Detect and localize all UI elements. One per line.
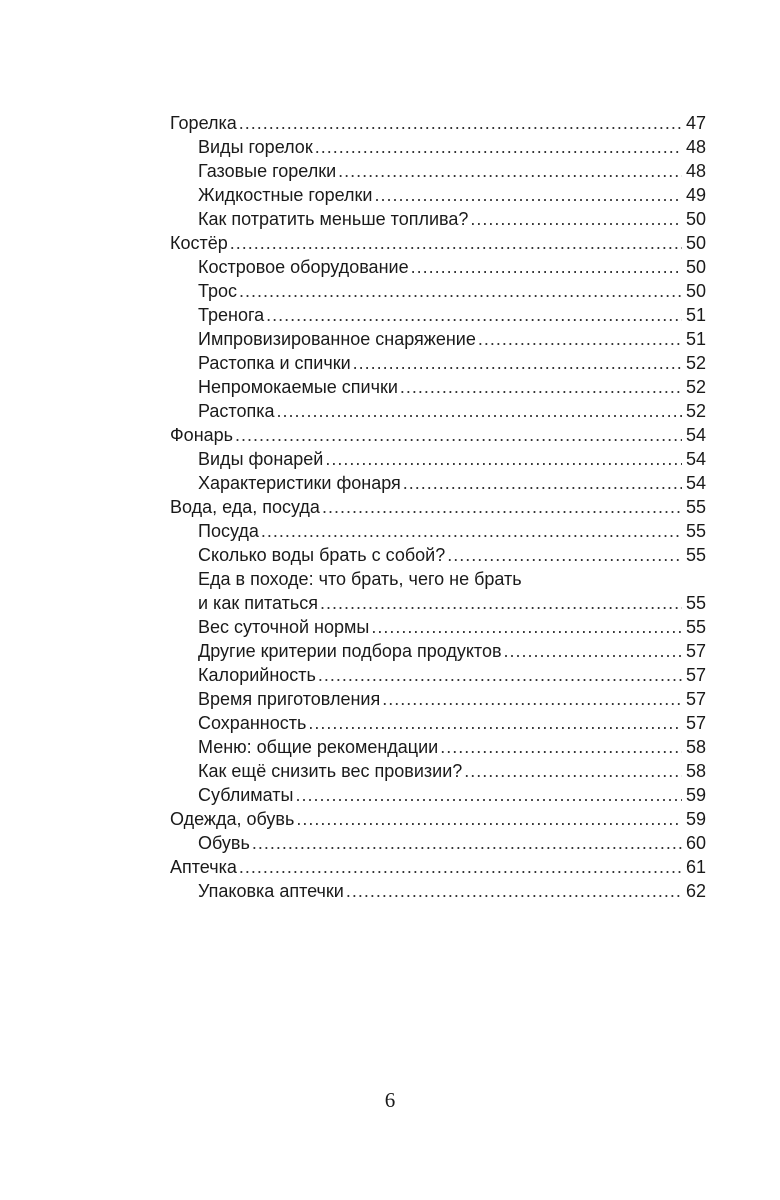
dot-leader [371, 615, 682, 639]
toc-entry-title: Сублиматы [198, 785, 294, 805]
dot-leader [239, 111, 682, 135]
toc-section [170, 807, 706, 831]
dot-leader [239, 855, 682, 879]
dot-leader [338, 159, 682, 183]
toc-section [170, 855, 706, 879]
toc-entry-continuation [170, 591, 706, 615]
toc-entry-title: Непромокаемые спички [198, 377, 398, 397]
table-of-contents [170, 111, 706, 903]
dot-leader [374, 183, 682, 207]
toc-entry-title: Другие критерии подбора продуктов [198, 641, 502, 661]
dot-leader [230, 231, 682, 255]
toc-entry-page: 51 [685, 329, 706, 349]
toc-subentry [170, 687, 706, 711]
toc-entry-title: Виды горелок [198, 137, 313, 157]
toc-subentry [170, 303, 706, 327]
toc-entry-page: 54 [685, 449, 706, 469]
toc-subentry [170, 375, 706, 399]
dot-leader [325, 447, 682, 471]
toc-entry-page: 54 [685, 473, 706, 493]
toc-entry-page: 55 [685, 617, 706, 637]
toc-subentry [170, 711, 706, 735]
dot-leader [478, 327, 682, 351]
toc-entry-page: 58 [685, 761, 706, 781]
toc-entry-title: Сохранность [198, 713, 307, 733]
toc-entry-title: Меню: общие рекомендации [198, 737, 439, 757]
dot-leader [440, 735, 682, 759]
toc-entry-page: 54 [685, 425, 706, 445]
toc-entry-title: Аптечка [170, 857, 237, 877]
dot-leader [470, 207, 682, 231]
toc-entry [170, 567, 706, 591]
toc-entry-page: 50 [685, 233, 706, 253]
toc-entry-title: Горелка [170, 113, 237, 133]
toc-entry-title: Сколько воды брать с собой? [198, 545, 446, 565]
toc-entry-page: 59 [685, 809, 706, 829]
toc-subentry [170, 279, 706, 303]
toc-subentry [170, 351, 706, 375]
toc-entry-page: 62 [685, 881, 706, 901]
toc-entry-page: 50 [685, 209, 706, 229]
toc-entry-title: и как питаться [198, 593, 319, 613]
toc-entry-page: 60 [685, 833, 706, 853]
toc-subentry [170, 447, 706, 471]
dot-leader [261, 519, 682, 543]
toc-entry-title: Растопка и спички [198, 353, 351, 373]
toc-subentry [170, 879, 706, 903]
toc-entry-title: Виды фонарей [198, 449, 324, 469]
page-number: 6 [384, 1088, 396, 1112]
toc-subentry [170, 639, 706, 663]
toc-entry-page: 57 [685, 665, 706, 685]
toc-subentry [170, 615, 706, 639]
toc-subentry [170, 183, 706, 207]
toc-entry-title: Тренога [198, 305, 265, 325]
toc-entry-page: 59 [685, 785, 706, 805]
toc-section [170, 231, 706, 255]
toc-entry-title: Костёр [170, 233, 228, 253]
toc-subentry [170, 663, 706, 687]
toc-entry-page: 50 [685, 281, 706, 301]
toc-subentry [170, 471, 706, 495]
toc-entry-page: 52 [685, 401, 706, 421]
toc-subentry [170, 159, 706, 183]
dot-leader [266, 303, 682, 327]
dot-leader [318, 663, 682, 687]
dot-leader [252, 831, 682, 855]
dot-leader [447, 543, 682, 567]
toc-entry-page: 57 [685, 689, 706, 709]
toc-entry-page: 52 [685, 377, 706, 397]
dot-leader [239, 279, 682, 303]
dot-leader [411, 255, 682, 279]
dot-leader [400, 375, 682, 399]
toc-entry-title: Посуда [198, 521, 259, 541]
toc-entry-title: Фонарь [170, 425, 234, 445]
dot-leader [308, 711, 682, 735]
toc-entry-page: 55 [685, 593, 706, 613]
dot-leader [353, 351, 682, 375]
dot-leader [320, 591, 682, 615]
toc-entry-page: 55 [685, 521, 706, 541]
toc-entry-page: 55 [685, 545, 706, 565]
toc-subentry [170, 519, 706, 543]
toc-entry-title: Калорийность [198, 665, 316, 685]
toc-entry-title: Газовые горелки [198, 161, 337, 181]
dot-leader [403, 471, 682, 495]
toc-entry-page: 52 [685, 353, 706, 373]
toc-entry-title: Упаковка аптечки [198, 881, 344, 901]
toc-entry-page: 48 [685, 137, 706, 157]
toc-section [170, 423, 706, 447]
toc-entry-title: Характеристики фонаря [198, 473, 401, 493]
toc-subentry [170, 327, 706, 351]
toc-entry-title: Жидкостные горелки [198, 185, 373, 205]
toc-entry-title: Костровое оборудование [198, 257, 409, 277]
dot-leader [315, 135, 682, 159]
toc-subentry [170, 255, 706, 279]
toc-entry-page: 55 [685, 497, 706, 517]
toc-subentry [170, 399, 706, 423]
dot-leader [382, 687, 682, 711]
dot-leader [277, 399, 683, 423]
toc-entry-title: Еда в походе: что брать, чего не брать [198, 569, 522, 589]
toc-entry-title: Обувь [198, 833, 250, 853]
dot-leader [295, 783, 682, 807]
dot-leader [296, 807, 682, 831]
toc-subentry [170, 543, 706, 567]
dot-leader [322, 495, 682, 519]
toc-entry-page: 57 [685, 641, 706, 661]
toc-section [170, 495, 706, 519]
toc-subentry [170, 735, 706, 759]
toc-entry-title: Трос [198, 281, 238, 301]
toc-entry-page: 58 [685, 737, 706, 757]
toc-entry-title: Растопка [198, 401, 275, 421]
toc-entry-page: 47 [685, 113, 706, 133]
toc-section [170, 111, 706, 135]
toc-subentry [170, 135, 706, 159]
toc-entry-title: Вес суточной нормы [198, 617, 370, 637]
toc-entry-title: Как ещё снизить вес провизии? [198, 761, 463, 781]
toc-entry-title: Импровизированное снаряжение [198, 329, 476, 349]
toc-entry-title: Время приготовления [198, 689, 381, 709]
toc-entry-title: Одежда, обувь [170, 809, 295, 829]
toc-entry-page: 48 [685, 161, 706, 181]
toc-entry-page: 49 [685, 185, 706, 205]
toc-subentry [170, 783, 706, 807]
toc-entry-page: 50 [685, 257, 706, 277]
toc-subentry [170, 831, 706, 855]
toc-entry-page: 51 [685, 305, 706, 325]
dot-leader [346, 879, 682, 903]
dot-leader [235, 423, 682, 447]
toc-entry-title: Вода, еда, посуда [170, 497, 320, 517]
toc-entry-title: Как потратить меньше топлива? [198, 209, 469, 229]
dot-leader [504, 639, 682, 663]
toc-subentry [170, 759, 706, 783]
dot-leader [464, 759, 682, 783]
toc-entry-page: 57 [685, 713, 706, 733]
toc-entry-page: 61 [685, 857, 706, 877]
toc-subentry [170, 207, 706, 231]
